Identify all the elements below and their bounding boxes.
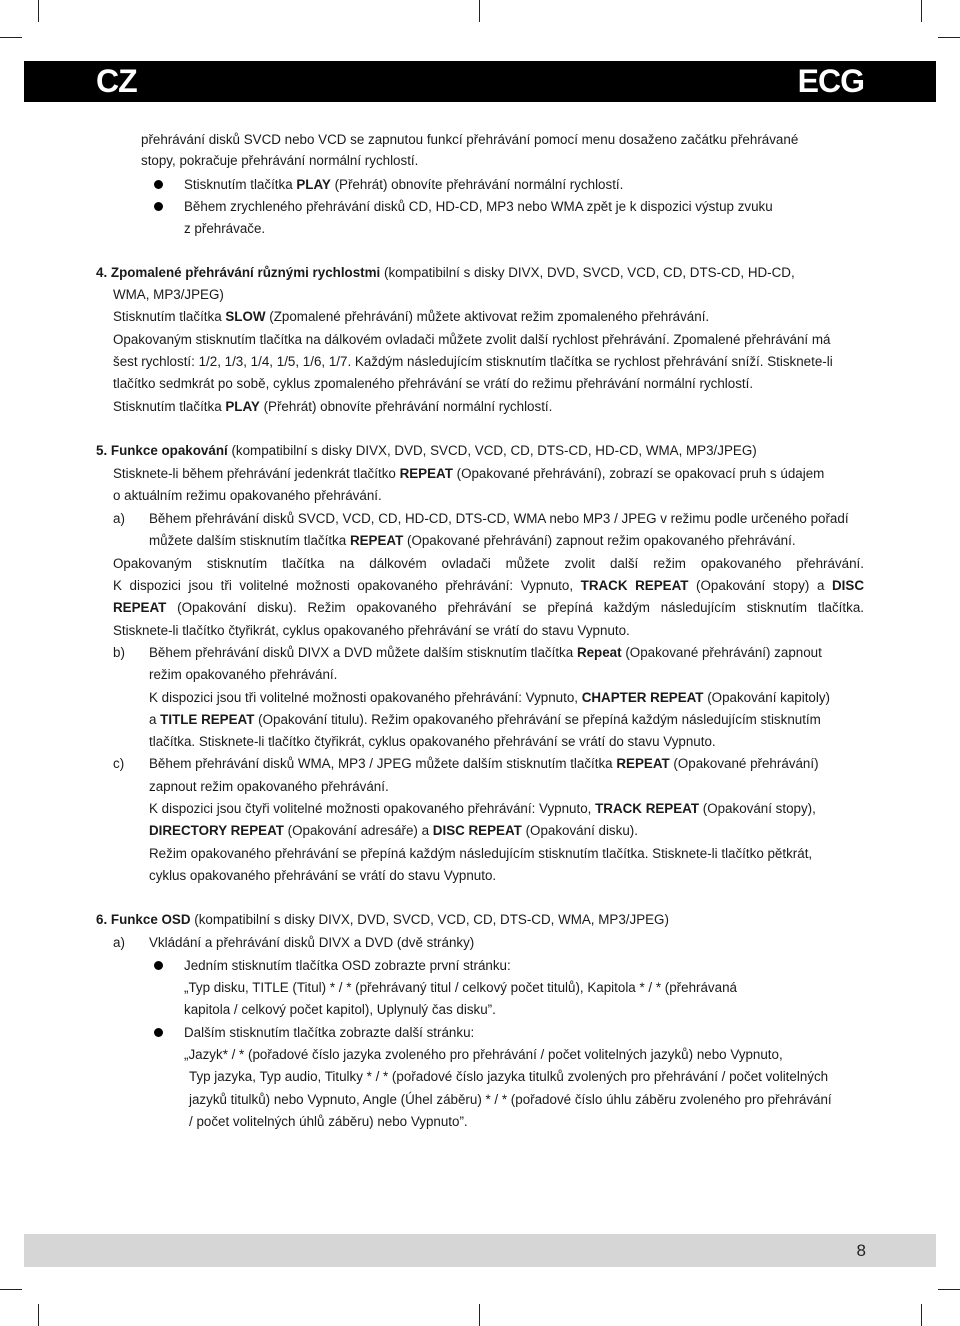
crop-mark [38,1304,39,1326]
text-line: Opakovaným stisknutím tlačítka na dálkovém ovladači můžete zvolit další rychlost přehrávání. Zpomalené přehrávání má [113,332,831,347]
text-line: K dispozici jsou tři volitelné možnosti opakovaného přehrávání: Vypnuto, CHAPTER REPEAT (Opakování kapitoly) [149,690,831,705]
bullet-text: Během zrychleného přehrávání disků CD, HD-CD, MP3 nebo WMA zpět je k dispozici výstup zvuku [184,199,773,214]
text-line: tlačítka. Stisknete-li tlačítko čtyřikrát, cyklus opakovaného přehrávání se vrátí do stavu Vypnuto. [149,734,716,749]
text-line: tlačítko sedmkrát po sobě, cyklus zpomaleného přehrávání se vrátí do režimu přehrávání normální rychlostí. [113,376,754,391]
list-marker: a) [113,511,125,526]
crop-mark [938,37,960,38]
text-line: Během přehrávání disků DIVX a DVD můžete dalším stisknutím tlačítka Repeat (Opakované přehrávání) zapnout [149,645,822,660]
quote-line: „Typ disku, TITLE (Titul) * / * (přehrávaný titul / celkový počet titulů), Kapitola * / * (přehrávaná [184,980,737,995]
text-line: Během přehrávání disků SVCD, VCD, CD, HD-CD, DTS-CD, WMA nebo MP3 / JPEG v režimu podle určeného pořadí [149,511,849,526]
page-number: 8 [856,1241,866,1260]
crop-mark [0,1289,22,1290]
text-line: Vkládání a přehrávání disků DIVX a DVD (dvě stránky) [149,935,475,950]
text-line: Během přehrávání disků WMA, MP3 / JPEG můžete dalším stisknutím tlačítka REPEAT (Opakované přehrávání) [149,756,819,771]
text-line: K dispozici jsou čtyři volitelné možnosti opakovaného přehrávání: Vypnuto, TRACK REPEAT (Opakování stopy), [149,801,816,816]
crop-mark [0,37,22,38]
text-line: REPEAT (Opakování disku). Režim opakovaného přehrávání se přepíná každým následujícím stisknutím tlačítka. [113,600,864,615]
bullet-icon [154,961,163,970]
text-line: Stisknutím tlačítka SLOW (Zpomalené přehrávání) můžete aktivovat režim zpomaleného přehrávání. [113,309,710,324]
text-line: a TITLE REPEAT (Opakování titulu). Režim opakovaného přehrávání se přepíná každým následujícím stisknutím [149,712,821,727]
section-heading: 5. Funkce opakování (kompatibilní s disky DIVX, DVD, SVCD, VCD, CD, DTS-CD, HD-CD, WMA, MP3/JPEG) [96,443,757,458]
text-line: stopy, pokračuje přehrávání normální rychlostí. [141,153,419,168]
bullet-text: Dalším stisknutím tlačítka zobrazte další stránku: [184,1025,475,1040]
quote-line: jazyků titulků) nebo Vypnuto, Angle (Úhel záběru) * / * (pořadové číslo úhlu záběru zvoleného pro přehrávání [189,1092,832,1107]
text-line: cyklus opakovaného přehrávání se vrátí do stavu Vypnuto. [149,868,497,883]
bullet-icon [154,180,163,189]
page-header [24,61,936,102]
crop-mark [479,0,480,22]
page-footer [24,1234,936,1267]
text-line: o aktuálním režimu opakovaného přehrávání. [113,488,382,503]
text-line: zapnout režim opakovaného přehrávání. [149,779,389,794]
crop-mark [38,0,39,22]
list-marker: b) [113,645,125,660]
crop-mark [938,1289,960,1290]
text-line: K dispozici jsou tři volitelné možnosti opakovaného přehrávání: Vypnuto, TRACK REPEAT (Opakování stopy) a DISC [113,578,864,593]
text-line: režim opakovaného přehrávání. [149,667,338,682]
text-line: Stisknete-li tlačítko čtyřikrát, cyklus opakovaného přehrávání se vrátí do stavu Vypnuto. [113,623,630,638]
list-marker: c) [113,756,125,771]
brand-logo: ECG [797,63,864,99]
section-heading: 6. Funkce OSD (kompatibilní s disky DIVX, DVD, SVCD, VCD, CD, DTS-CD, WMA, MP3/JPEG) [96,912,669,927]
bullet-text: z přehrávače. [184,221,266,236]
text-line: šest rychlostí: 1/2, 1/3, 1/4, 1/5, 1/6, 1/7. Každým následujícím stisknutím tlačítka se rychlost přehrávání sníží. Stisknete-li [113,354,833,369]
text-line: můžete dalším stisknutím tlačítka REPEAT (Opakované přehrávání) zapnout režim opakovaného přehrávání. [149,533,796,548]
text-line: Opakovaným stisknutím tlačítka na dálkovém ovladači můžete zvolit další režim opakovaného přehrávání. [113,556,864,571]
bullet-text: Stisknutím tlačítka PLAY (Přehrát) obnovíte přehrávání normální rychlostí. [184,177,624,192]
list-marker: a) [113,935,125,950]
crop-mark [479,1304,480,1326]
section-heading: 4. Zpomalené přehrávání různými rychlostmi (kompatibilní s disky DIVX, DVD, SVCD, VCD, CD, DTS-CD, HD-CD, [96,265,795,280]
quote-line: Typ jazyka, Typ audio, Titulky * / * (pořadové číslo jazyka titulků zvolených pro přehrávání / počet volitelných [189,1069,829,1084]
text-line: Stisknutím tlačítka PLAY (Přehrát) obnovíte přehrávání normální rychlostí. [113,399,553,414]
quote-line: kapitola / celkový počet kapitol), Uplynulý čas disku”. [184,1002,496,1017]
language-code: CZ [96,63,137,99]
bullet-text: Jedním stisknutím tlačítka OSD zobrazte první stránku: [184,958,511,973]
text-line: WMA, MP3/JPEG) [113,287,224,302]
quote-line: / počet volitelných úhlů záběru) nebo Vypnuto”. [189,1114,468,1129]
text-line: DIRECTORY REPEAT (Opakování adresáře) a DISC REPEAT (Opakování disku). [149,823,638,838]
text-line: Stisknete-li během přehrávání jedenkrát tlačítko REPEAT (Opakované přehrávání), zobrazí se opakovací pruh s údajem [113,466,825,481]
crop-mark [921,0,922,22]
bullet-icon [154,202,163,211]
text-line: přehrávání disků SVCD nebo VCD se zapnutou funkcí přehrávání pomocí menu dosaženo začátku přehrávané [141,132,799,147]
quote-line: „Jazyk* / * (pořadové číslo jazyka zvoleného pro přehrávání / počet volitelných jazyků) nebo Vypnuto, [184,1047,783,1062]
text-line: Režim opakovaného přehrávání se přepíná každým následujícím stisknutím tlačítka. Stisknete-li tlačítko pětkrát, [149,846,813,861]
crop-mark [921,1304,922,1326]
bullet-icon [154,1028,163,1037]
